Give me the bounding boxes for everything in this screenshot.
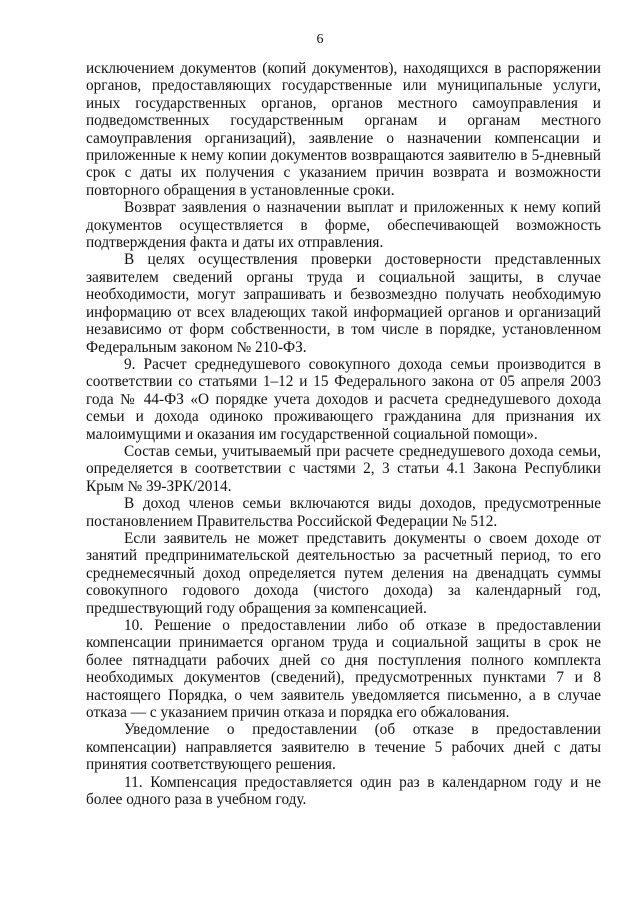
paragraph-continuation: исключением документов (копий документов), находящихся в распоряжении органов, предоставляющих государственные или муниципальные услуги, иных государственных органов, органов местного самоуправления и подведомственных государственным органам и органам местного самоуправления организаций), заявление о назначении компенсации и приложенные к нему копии документов возвращаются заявителю в 5-дневный срок с даты их получения с указанием причин возврата и возможности повторного обращения в установленные сроки. (86, 60, 601, 199)
paragraph-verification: В целях осуществления проверки достоверности представленных заявителем сведений органы труда и социальной защиты, в случае необходимости, могут запрашивать и безвозмездно получать необходимую информацию от всех владеющих такой информацией органов и организаций независимо от форм собственности, в том числе в порядке, установленном Федеральным законом № 210-ФЗ. (86, 251, 601, 356)
paragraph-family-composition: Состав семьи, учитываемый при расчете среднедушевого дохода семьи, определяется в соответствии с частями 2, 3 статьи 4.1 Закона Республики Крым № 39-ЗРК/2014. (86, 442, 601, 495)
paragraph-item-10: 10. Решение о предоставлении либо об отказе в предоставлении компенсации принимается органом труда и социальной защиты в срок не более пятнадцати рабочих дней со дня поступления полного комплекта необходимых документов (сведений), предусмотренных пунктами 7 и 8 настоящего Порядка, о чем заявитель уведомляется письменно, а в случае отказа — с указанием причин отказа и порядка его обжалования. (86, 617, 601, 722)
paragraph-notification: Уведомление о предоставлении (об отказе в предоставлении компенсации) направляется заявителю в течение 5 рабочих дней с даты принятия соответствующего решения. (86, 721, 601, 774)
paragraph-return-of-application: Возврат заявления о назначении выплат и приложенных к нему копий документов осуществляется в форме, обеспечивающей возможность подтверждения факта и даты их отправления. (86, 199, 601, 252)
paragraph-item-11: 11. Компенсация предоставляется один раз в календарном году и не более одного раза в учебном году. (86, 773, 601, 809)
paragraph-entrepreneur-income: Если заявитель не может представить документы о своем доходе от занятий предпринимательской деятельностью за расчетный период, то его среднемесячный доход определяется путем деления на двенадцать суммы совокупного годового дохода (чистого дохода) за календарный год, предшествующий году обращения за компенсацией. (86, 529, 601, 617)
document-body (86, 60, 601, 808)
page-number: 6 (316, 32, 324, 47)
paragraph-item-9: 9. Расчет среднедушевого совокупного дохода семьи производится в соответствии со статьями 1–12 и 15 Федерального закона от 05 апреля 2003 года № 44-ФЗ «О порядке учета доходов и расчета среднедушевого дохода семьи и дохода одиноко проживающего гражданина для признания их малоимущими и оказания им государственной социальной помощи». (86, 355, 601, 443)
paragraph-income-types: В доход членов семьи включаются виды доходов, предусмотренные постановлением Правительства Российской Федерации № 512. (86, 495, 601, 530)
